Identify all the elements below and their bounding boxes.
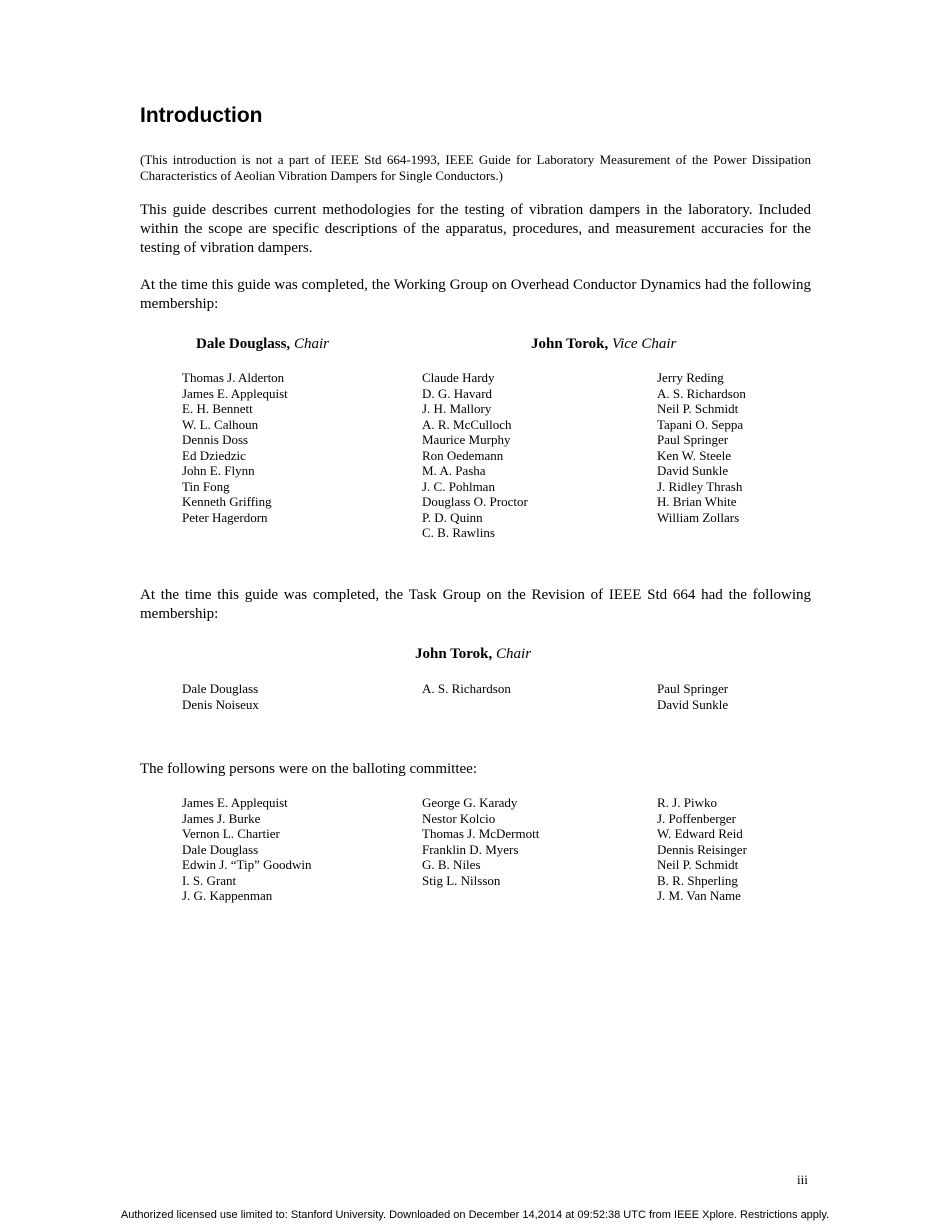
working-group-vice-chair: [531, 335, 676, 354]
member-name: J. Ridley Thrash: [657, 478, 743, 494]
member-name: A. S. Richardson: [422, 681, 511, 696]
member-name: Vernon L. Chartier: [182, 826, 280, 841]
member-name: Ron Oedemann: [422, 447, 504, 463]
member-name: Tapani O. Seppa: [657, 416, 744, 432]
balloting-col1: [182, 795, 312, 904]
member-name: Edwin J. “Tip” Goodwin: [182, 857, 312, 872]
member-name: Dennis Doss: [182, 432, 249, 447]
task-group-col2: [422, 681, 511, 697]
member-name: Peter Hagerdorn: [182, 509, 268, 525]
member-name: William Zollars: [657, 509, 740, 525]
member-name: B. R. Shperling: [657, 872, 738, 888]
member-name: Ken W. Steele: [657, 447, 732, 463]
member-name: Stig L. Nilsson: [422, 872, 501, 888]
member-name: I. S. Grant: [182, 872, 237, 888]
task-chair-name: John Torok,: [415, 646, 493, 662]
member-name: Tin Fong: [182, 478, 230, 494]
member-name: P. D. Quinn: [422, 509, 483, 525]
member-name: Neil P. Schmidt: [657, 857, 739, 872]
task-group-col3: [657, 681, 728, 712]
balloting-col3: [657, 795, 747, 904]
member-name: David Sunkle: [657, 696, 729, 712]
member-name: W. L. Calhoun: [182, 416, 259, 432]
member-name: A. S. Richardson: [657, 385, 746, 401]
vice-chair-role: Vice Chair: [612, 336, 677, 352]
member-name: J. G. Kappenman: [182, 888, 273, 903]
member-name: Nestor Kolcio: [422, 810, 496, 826]
member-name: Ed Dziedzic: [182, 447, 246, 463]
member-name: James E. Applequist: [182, 795, 288, 810]
chair-name: Dale Douglass,: [196, 336, 291, 352]
member-name: Denis Noiseux: [182, 696, 259, 712]
working-group-intro: At the time this guide was completed, the Working Group on Overhead Conductor Dynamics had the following membership:: [140, 277, 811, 312]
working-group-col3: [657, 370, 746, 525]
member-name: A. R. McCulloch: [422, 416, 512, 432]
member-name: Neil P. Schmidt: [657, 401, 739, 416]
member-name: E. H. Bennett: [182, 401, 253, 416]
balloting-intro: The following persons were on the balloting committee:: [140, 761, 478, 777]
member-name: John E. Flynn: [182, 463, 255, 478]
member-name: Jerry Reding: [657, 370, 724, 385]
member-name: Kenneth Griffing: [182, 494, 272, 509]
member-name: R. J. Piwko: [657, 795, 717, 810]
license-footer: Authorized licensed use limited to: Stanford University. Downloaded on December 14,2014 at 09:52:38 UTC from IEEE Xplore. Restrictions apply.: [120, 1209, 830, 1221]
member-name: W. Edward Reid: [657, 826, 743, 841]
task-group-intro: At the time this guide was completed, the Task Group on the Revision of IEEE Std 664 had the following membership:: [140, 587, 811, 622]
member-name: Paul Springer: [657, 432, 729, 447]
balloting-col2: [422, 795, 539, 888]
member-name: J. H. Mallory: [422, 401, 492, 416]
member-name: Douglass O. Proctor: [422, 494, 528, 509]
scope-paragraph: This guide describes current methodologies for the testing of vibration dampers in the laboratory. Included within the scope are specific descriptions of the apparatus, procedures, and measurement accuracies for the testing of vibration dampers.: [140, 202, 811, 256]
page-number: iii: [797, 1172, 808, 1187]
member-name: Thomas J. McDermott: [422, 826, 540, 841]
intro-note: (This introduction is not a part of IEEE Std 664-1993, IEEE Guide for Laboratory Measurement of the Power Dissipation Characteristics of Aeolian Vibration Dampers for Single Conductors.): [140, 152, 811, 183]
working-group-col2: [422, 370, 528, 541]
member-name: J. Poffenberger: [657, 810, 736, 826]
member-name: Dale Douglass: [182, 681, 259, 696]
member-name: H. Brian White: [657, 494, 737, 509]
page-title: Introduction: [140, 104, 263, 127]
member-name: Paul Springer: [657, 681, 729, 696]
working-group-col1: [182, 370, 288, 525]
member-name: Claude Hardy: [422, 370, 495, 385]
member-name: J. C. Pohlman: [422, 478, 495, 494]
task-group-col1: [182, 681, 259, 712]
member-name: David Sunkle: [657, 463, 729, 478]
member-name: George G. Karady: [422, 795, 518, 810]
member-name: Franklin D. Myers: [422, 841, 519, 857]
vice-chair-name: John Torok,: [531, 336, 609, 352]
member-name: Dennis Reisinger: [657, 841, 747, 857]
member-name: J. M. Van Name: [657, 888, 741, 903]
member-name: James J. Burke: [182, 810, 261, 826]
member-name: Thomas J. Alderton: [182, 370, 285, 385]
member-name: D. G. Havard: [422, 385, 493, 401]
member-name: C. B. Rawlins: [422, 525, 495, 540]
chair-role: Chair: [293, 336, 329, 352]
task-group-chair: [415, 645, 531, 664]
working-group-chair: [196, 335, 329, 354]
member-name: James E. Applequist: [182, 385, 288, 401]
member-name: Dale Douglass: [182, 841, 259, 857]
member-name: G. B. Niles: [422, 857, 481, 872]
task-chair-role: Chair: [496, 646, 532, 662]
member-name: Maurice Murphy: [422, 432, 511, 447]
member-name: M. A. Pasha: [422, 463, 486, 478]
